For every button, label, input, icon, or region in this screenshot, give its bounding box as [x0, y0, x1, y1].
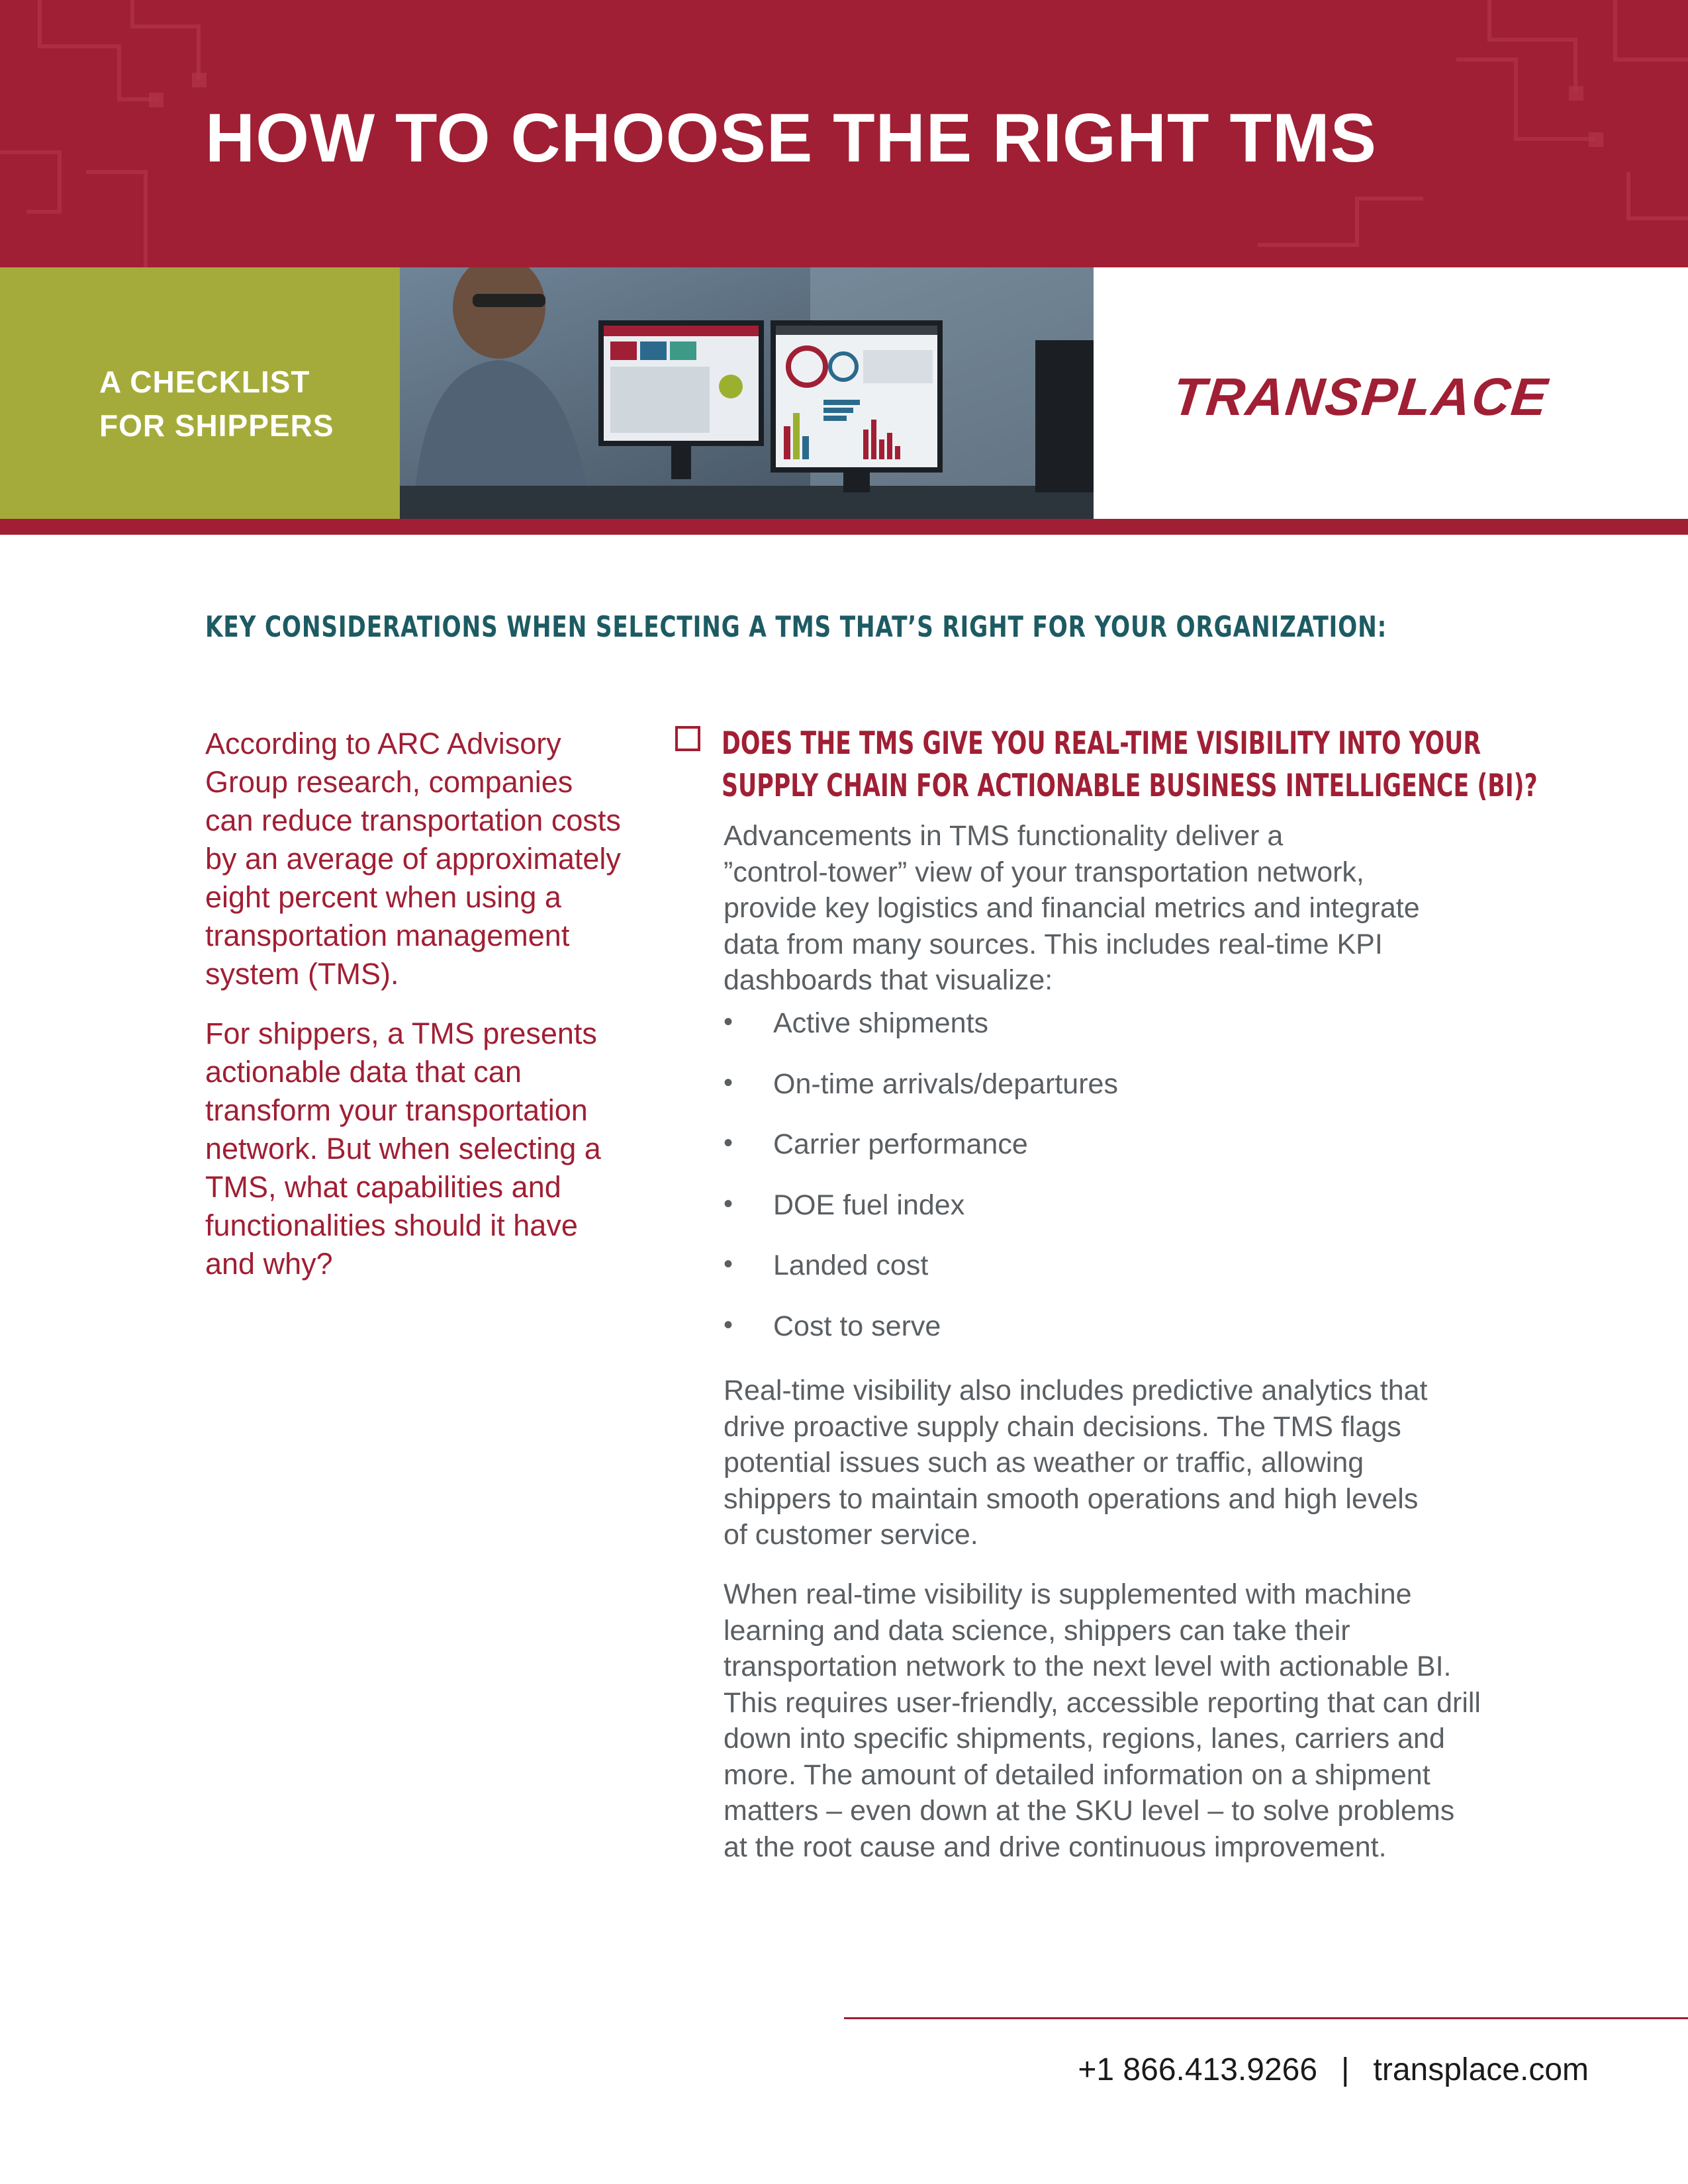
list-item — [724, 1310, 1118, 1371]
subtitle-text — [99, 360, 334, 447]
text-line: ”control-tower” view of your transportation network, — [724, 856, 1364, 888]
list-item — [724, 1250, 1118, 1310]
text-line: Advancements in TMS functionality deliver a — [724, 820, 1284, 852]
checklist-checkbox[interactable] — [675, 726, 700, 751]
subtitle-line: FOR SHIPPERS — [99, 408, 334, 443]
intro-column — [205, 725, 629, 1304]
bullet-icon: • — [724, 1189, 733, 1218]
question-line: SUPPLY CHAIN FOR ACTIONABLE BUSINESS INTELLIGENCE (BI)? — [722, 768, 1538, 804]
question-line: DOES THE TMS GIVE YOU REAL-TIME VISIBILITY INTO YOUR — [722, 725, 1481, 762]
bullet-icon: • — [724, 1250, 733, 1279]
bullet-icon: • — [724, 1310, 733, 1340]
footer-divider — [844, 2017, 1688, 2019]
predictive-paragraph — [724, 1373, 1485, 1553]
subtitle-panel — [0, 267, 400, 519]
text-line: When real-time visibility is supplemented with machine — [724, 1578, 1412, 1610]
text-line: potential issues such as weather or traffic, allowing — [724, 1447, 1364, 1479]
footer-separator: | — [1341, 2052, 1350, 2087]
intro-paragraph: According to ARC Advisory Group research, companies can reduce transportation costs by an average of approximately eight percent when using a transportation management system (TMS). — [205, 727, 621, 991]
kpi-bullet-list — [724, 1007, 1118, 1371]
intro-paragraph: For shippers, a TMS presents actionable data that can transform your transportation network. But when selecting a TMS, what capabilities and functionalities should it have and why? — [205, 1017, 601, 1281]
text-line: provide key logistics and financial metrics and integrate — [724, 892, 1420, 924]
transplace-logo: TRANSPLACE — [1170, 367, 1552, 426]
list-item — [724, 1068, 1118, 1129]
hero-illustration — [400, 267, 1094, 519]
bullet-icon: • — [724, 1007, 733, 1036]
list-item-label: Landed cost — [773, 1250, 929, 1281]
list-item — [724, 1128, 1118, 1189]
text-line: Real-time visibility also includes predictive analytics that — [724, 1375, 1428, 1406]
text-line: This requires user-friendly, accessible reporting that can drill — [724, 1686, 1481, 1719]
text-line: drive proactive supply chain decisions. The TMS flags — [724, 1410, 1401, 1443]
text-line: of customer service. — [724, 1519, 978, 1551]
checklist-question — [722, 723, 1538, 807]
page-title: HOW TO CHOOSE THE RIGHT TMS — [205, 100, 1377, 177]
list-item-label: Carrier performance — [773, 1128, 1028, 1160]
list-item-label: Cost to serve — [773, 1310, 941, 1342]
text-line: matters – even down at the SKU level – to solve problems — [724, 1795, 1455, 1827]
footer-contact — [1078, 2052, 1589, 2088]
list-item-label: On-time arrivals/departures — [773, 1068, 1118, 1100]
list-item — [724, 1007, 1118, 1068]
text-line: shippers to maintain smooth operations and high levels — [724, 1482, 1419, 1515]
list-item-label: Active shipments — [773, 1007, 989, 1039]
bullet-icon: • — [724, 1068, 733, 1097]
text-line: down into specific shipments, regions, lanes, carriers and — [724, 1723, 1445, 1754]
header-divider — [0, 519, 1688, 535]
text-line: at the root cause and drive continuous improvement. — [724, 1831, 1387, 1863]
text-line: more. The amount of detailed information on a shipment — [724, 1758, 1430, 1791]
phone-number[interactable]: +1 866.413.9266 — [1078, 2052, 1318, 2087]
subtitle-line: A CHECKLIST — [99, 365, 310, 399]
list-item-label: DOE fuel index — [773, 1189, 965, 1221]
list-item — [724, 1189, 1118, 1250]
website-link[interactable]: transplace.com — [1373, 2052, 1589, 2087]
text-line: data from many sources. This includes real-time KPI — [724, 928, 1383, 960]
section-heading: KEY CONSIDERATIONS WHEN SELECTING A TMS THAT’S RIGHT FOR YOUR ORGANIZATION: — [205, 610, 1387, 644]
intro-body — [724, 818, 1485, 999]
text-line: learning and data science, shippers can take their — [724, 1614, 1350, 1647]
text-line: transportation network to the next level with actionable BI. — [724, 1651, 1452, 1682]
logo-panel — [1094, 267, 1688, 519]
actionable-bi-paragraph — [724, 1576, 1485, 1865]
bullet-icon: • — [724, 1128, 733, 1158]
text-line: dashboards that visualize: — [724, 964, 1053, 996]
hero-photo — [400, 267, 1094, 519]
header-band — [0, 0, 1688, 267]
